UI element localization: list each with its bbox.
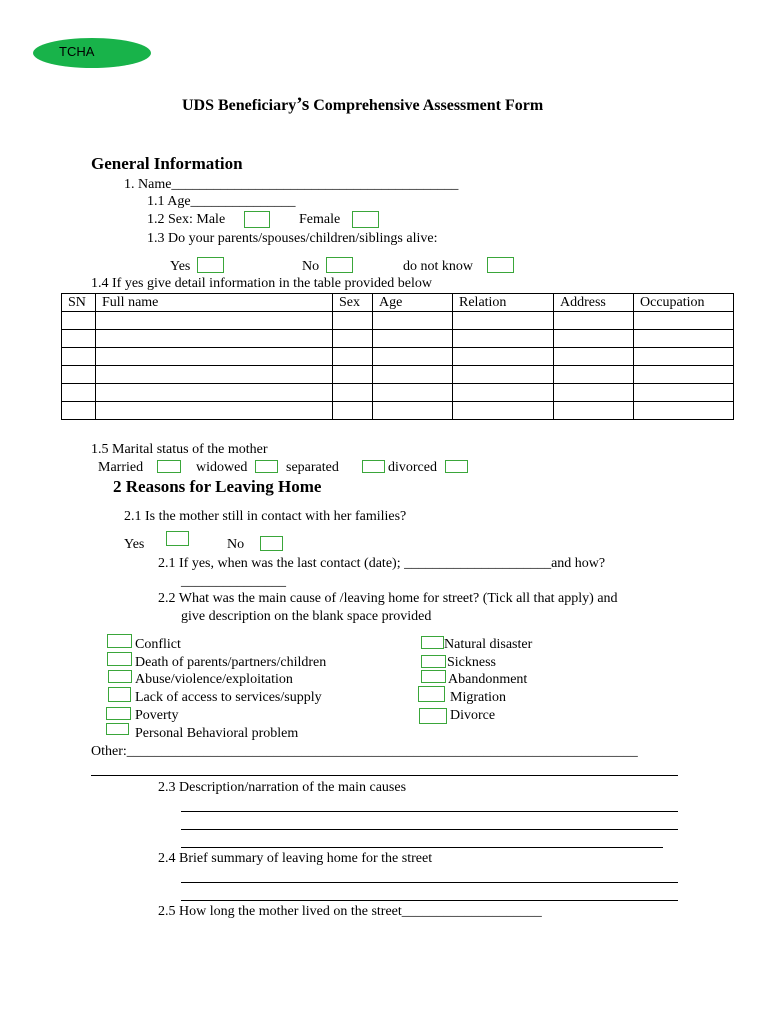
- col-header-full-name: Full name: [96, 294, 333, 312]
- other-cause-field[interactable]: Other:_________________________________________________________________________: [91, 744, 638, 759]
- migration-checkbox[interactable]: [418, 686, 445, 702]
- other-cause-line[interactable]: [91, 775, 678, 776]
- table-cell[interactable]: [554, 402, 634, 420]
- cause-death: Death of parents/partners/children: [135, 655, 327, 670]
- cause-lack-of-access: Lack of access to services/supply: [135, 690, 322, 705]
- table-cell[interactable]: [96, 330, 333, 348]
- title-suffix: Comprehensive Assessment Form: [309, 97, 544, 114]
- table-cell[interactable]: [62, 330, 96, 348]
- alive-dont-know-checkbox[interactable]: [487, 257, 514, 273]
- table-cell[interactable]: [634, 330, 734, 348]
- table-cell[interactable]: [62, 366, 96, 384]
- separated-label: separated: [286, 460, 339, 475]
- cause-behavioral-problem: Personal Behavioral problem: [135, 726, 299, 741]
- table-cell[interactable]: [453, 402, 554, 420]
- family-members-table: [61, 293, 734, 420]
- table-cell[interactable]: [333, 402, 373, 420]
- table-cell[interactable]: [554, 312, 634, 330]
- description-line[interactable]: [181, 811, 678, 812]
- contact-yes-label: Yes: [124, 537, 145, 552]
- last-contact-how-line[interactable]: _______________: [181, 574, 286, 589]
- contact-no-label: No: [227, 537, 245, 552]
- table-cell[interactable]: [62, 402, 96, 420]
- col-header-address: Address: [554, 294, 634, 312]
- natural-disaster-checkbox[interactable]: [421, 636, 444, 649]
- alive-dont-know-label: do not know: [403, 259, 473, 274]
- description-causes-question: 2.3 Description/narration of the main causes: [158, 780, 407, 795]
- cause-abandonment: Abandonment: [448, 672, 528, 687]
- male-checkbox[interactable]: [244, 211, 270, 228]
- cause-sickness: Sickness: [447, 655, 496, 670]
- table-cell[interactable]: [554, 330, 634, 348]
- table-cell[interactable]: [634, 402, 734, 420]
- table-cell[interactable]: [62, 384, 96, 402]
- alive-no-label: No: [302, 259, 320, 274]
- table-cell[interactable]: [453, 348, 554, 366]
- table-row: [62, 384, 734, 402]
- form-title: [182, 94, 544, 115]
- table-row: [62, 330, 734, 348]
- table-cell[interactable]: [634, 348, 734, 366]
- cause-abuse: Abuse/violence/exploitation: [135, 672, 293, 687]
- table-cell[interactable]: [333, 330, 373, 348]
- col-header-sn: SN: [62, 294, 96, 312]
- summary-line[interactable]: [181, 900, 678, 901]
- female-label: Female: [299, 212, 341, 227]
- divorced-label: divorced: [388, 460, 437, 475]
- table-cell[interactable]: [96, 384, 333, 402]
- table-cell[interactable]: [96, 402, 333, 420]
- title-apostrophe-s: ’s: [296, 94, 310, 115]
- married-checkbox[interactable]: [157, 460, 181, 473]
- table-cell[interactable]: [634, 384, 734, 402]
- table-cell[interactable]: [634, 312, 734, 330]
- summary-line[interactable]: [181, 882, 678, 883]
- table-cell[interactable]: [96, 366, 333, 384]
- description-line[interactable]: [181, 829, 678, 830]
- table-cell[interactable]: [634, 366, 734, 384]
- tcha-logo: TCHA: [33, 38, 151, 68]
- general-information-heading: General Information: [91, 154, 243, 173]
- time-on-street-field[interactable]: 2.5 How long the mother lived on the street____________________: [158, 904, 542, 919]
- table-cell[interactable]: [333, 366, 373, 384]
- table-cell[interactable]: [62, 348, 96, 366]
- cause-migration: Migration: [450, 690, 506, 705]
- table-cell[interactable]: [453, 384, 554, 402]
- main-cause-question-line2: give description on the blank space provided: [181, 609, 432, 624]
- table-row: [62, 402, 734, 420]
- table-cell[interactable]: [453, 312, 554, 330]
- married-label: Married: [98, 460, 144, 475]
- table-cell[interactable]: [373, 348, 453, 366]
- widowed-label: widowed: [196, 460, 248, 475]
- name-field[interactable]: 1. Name_________________________________________: [124, 177, 459, 192]
- table-cell[interactable]: [333, 312, 373, 330]
- table-row: [62, 312, 734, 330]
- reasons-heading: 2 Reasons for Leaving Home: [113, 477, 322, 496]
- cause-conflict: Conflict: [135, 637, 181, 652]
- col-header-relation: Relation: [453, 294, 554, 312]
- main-cause-question-line1: 2.2 What was the main cause of /leaving home for street? (Tick all that apply) and: [158, 591, 618, 606]
- widowed-checkbox[interactable]: [255, 460, 278, 473]
- separated-checkbox[interactable]: [362, 460, 385, 473]
- table-cell[interactable]: [96, 348, 333, 366]
- contact-yes-checkbox[interactable]: [166, 531, 189, 546]
- table-cell[interactable]: [373, 402, 453, 420]
- col-header-age: Age: [373, 294, 453, 312]
- table-cell[interactable]: [453, 366, 554, 384]
- summary-leaving-question: 2.4 Brief summary of leaving home for the street: [158, 851, 433, 866]
- table-cell[interactable]: [333, 348, 373, 366]
- marital-status-question: 1.5 Marital status of the mother: [91, 442, 268, 457]
- relatives-alive-question: 1.3 Do your parents/spouses/children/siblings alive:: [147, 231, 438, 246]
- sex-label: 1.2 Sex: Male: [147, 212, 226, 227]
- behavioral-checkbox[interactable]: [106, 723, 129, 735]
- contact-question: 2.1 Is the mother still in contact with her families?: [124, 509, 407, 524]
- age-field[interactable]: 1.1 Age_______________: [147, 194, 296, 209]
- sickness-checkbox[interactable]: [421, 655, 446, 668]
- col-header-occupation: Occupation: [634, 294, 734, 312]
- table-row: [62, 366, 734, 384]
- conflict-checkbox[interactable]: [107, 634, 132, 648]
- table-cell[interactable]: [333, 384, 373, 402]
- table-cell[interactable]: [62, 312, 96, 330]
- cause-poverty: Poverty: [135, 708, 179, 723]
- table-cell[interactable]: [554, 384, 634, 402]
- poverty-checkbox[interactable]: [106, 707, 131, 720]
- cause-divorce: Divorce: [450, 708, 496, 723]
- table-cell[interactable]: [96, 312, 333, 330]
- description-line[interactable]: [181, 847, 663, 848]
- table-cell[interactable]: [373, 366, 453, 384]
- abuse-checkbox[interactable]: [108, 670, 132, 683]
- female-checkbox[interactable]: [352, 211, 379, 228]
- alive-yes-label: Yes: [170, 259, 191, 274]
- divorced-checkbox[interactable]: [445, 460, 468, 473]
- abandonment-checkbox[interactable]: [421, 670, 446, 683]
- contact-no-checkbox[interactable]: [260, 536, 283, 551]
- last-contact-field[interactable]: 2.1 If yes, when was the last contact (date); _____________________and how?: [158, 556, 606, 571]
- title-prefix: UDS Beneficiary: [182, 97, 297, 114]
- table-cell[interactable]: [554, 348, 634, 366]
- table-row: [62, 348, 734, 366]
- lack-access-checkbox[interactable]: [108, 687, 131, 702]
- divorce-checkbox[interactable]: [419, 708, 447, 724]
- cause-natural-disaster: Natural disaster: [444, 637, 533, 652]
- table-cell[interactable]: [373, 330, 453, 348]
- table-cell[interactable]: [453, 330, 554, 348]
- table-cell[interactable]: [373, 312, 453, 330]
- alive-no-checkbox[interactable]: [326, 257, 353, 273]
- table-header-row: [62, 294, 734, 312]
- alive-yes-checkbox[interactable]: [197, 257, 224, 273]
- death-checkbox[interactable]: [107, 652, 132, 666]
- col-header-sex: Sex: [333, 294, 373, 312]
- table-cell[interactable]: [373, 384, 453, 402]
- table-cell[interactable]: [554, 366, 634, 384]
- detail-table-instruction: 1.4 If yes give detail information in the table provided below: [91, 276, 432, 291]
